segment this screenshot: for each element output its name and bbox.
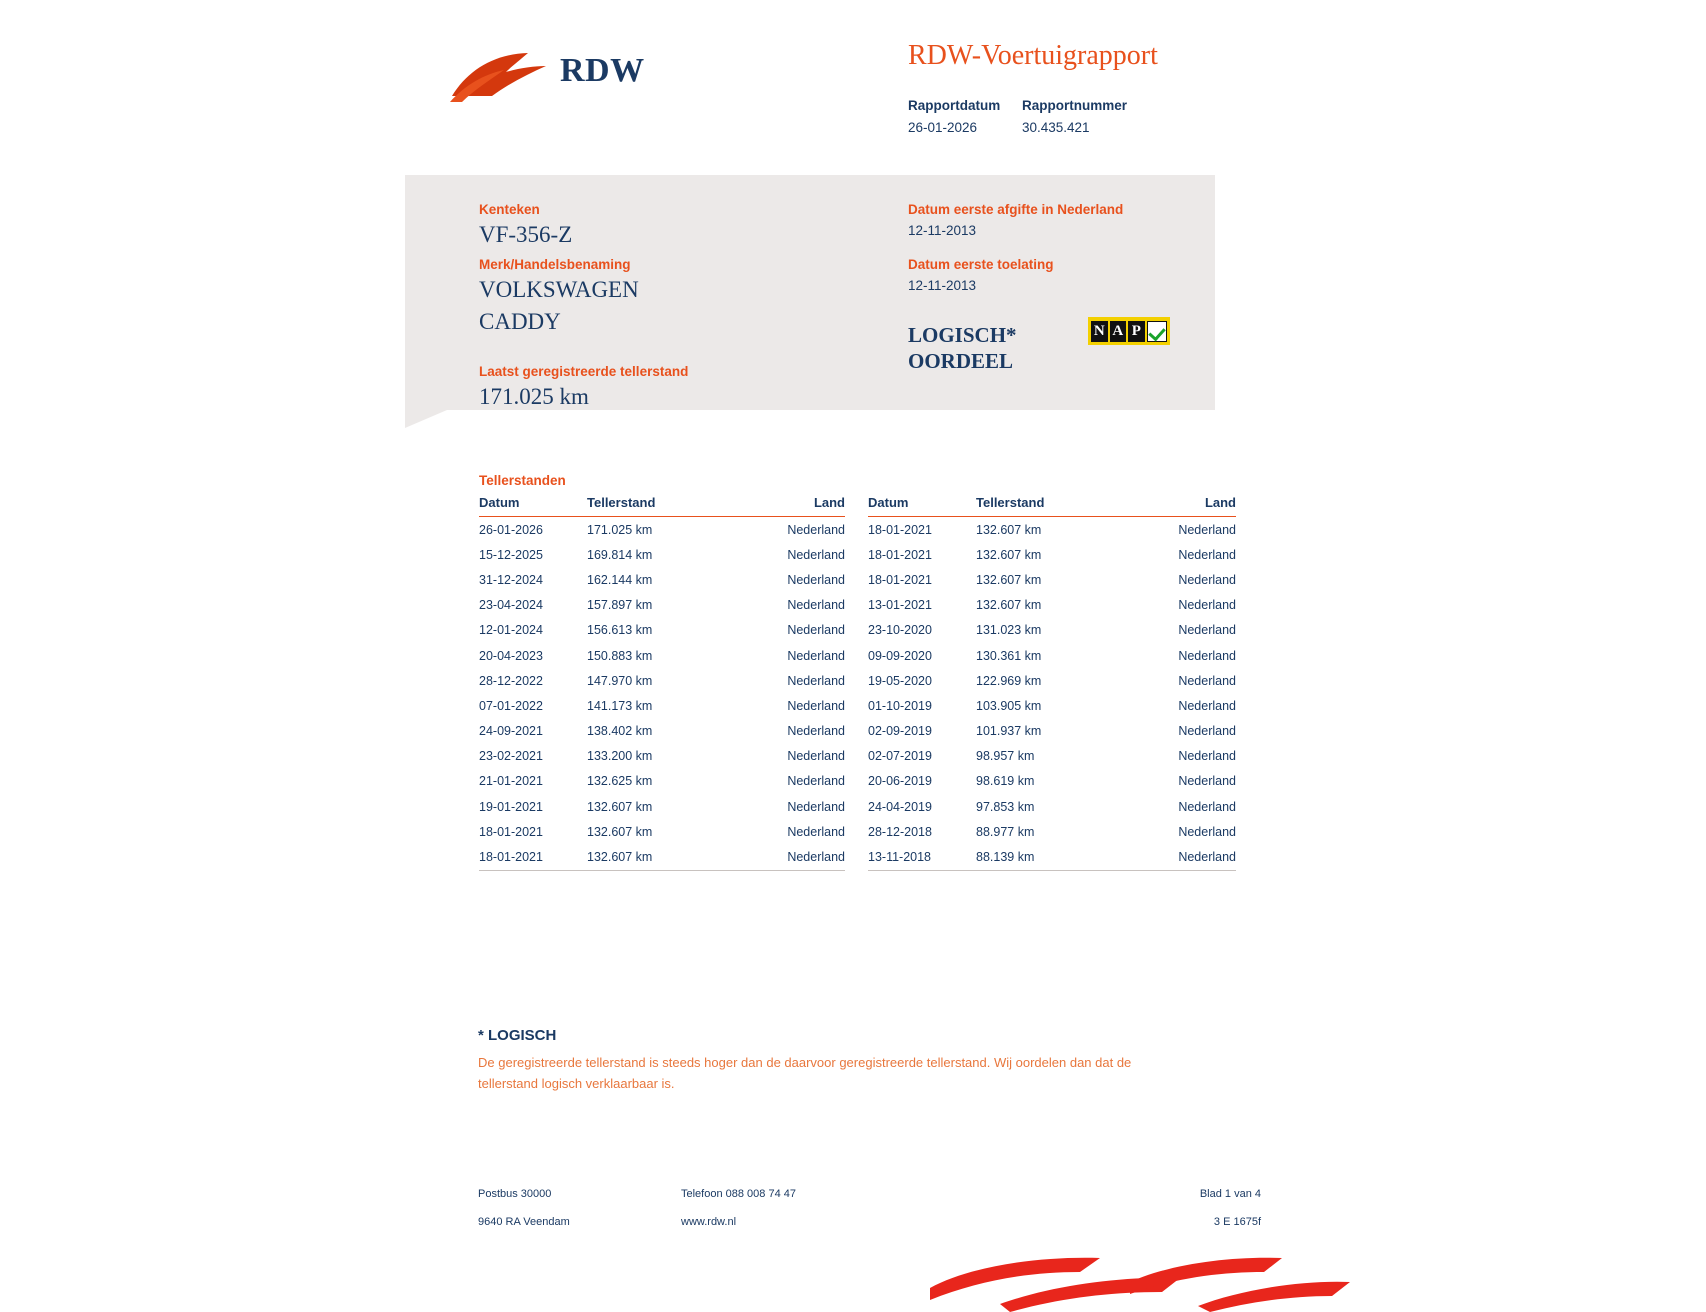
eerste-afgifte-label: Datum eerste afgifte in Nederland xyxy=(908,202,1124,217)
report-number-label: Rapportnummer xyxy=(1022,98,1128,113)
cell-datum: 24-09-2021 xyxy=(479,724,543,739)
col-datum: Datum xyxy=(479,495,587,517)
table-row xyxy=(868,719,1236,744)
cell-datum: 15-12-2025 xyxy=(479,547,543,562)
cell-tellerstand: 156.613 km xyxy=(587,623,653,638)
cell-land: Nederland xyxy=(1178,774,1236,789)
table-row xyxy=(479,794,845,819)
cell-land: Nederland xyxy=(787,547,845,562)
cell-land: Nederland xyxy=(787,774,845,789)
cell-datum: 28-12-2018 xyxy=(868,824,932,839)
cell-datum: 19-01-2021 xyxy=(479,799,543,814)
cell-datum: 21-01-2021 xyxy=(479,774,543,789)
laatste-tellerstand-label: Laatst geregistreerde tellerstand xyxy=(479,364,689,379)
table-row xyxy=(479,719,845,744)
cell-land: Nederland xyxy=(787,749,845,764)
cell-datum: 07-01-2022 xyxy=(479,698,543,713)
laatste-tellerstand-value: 171.025 km xyxy=(479,384,589,409)
rdw-bottom-swoosh-icon xyxy=(930,1252,1350,1312)
check-icon xyxy=(1147,321,1167,342)
cell-tellerstand: 98.957 km xyxy=(976,749,1035,764)
cell-datum: 18-01-2021 xyxy=(868,572,932,587)
report-date-value: 26-01-2026 xyxy=(908,120,978,135)
table-row xyxy=(479,769,845,794)
cell-tellerstand: 138.402 km xyxy=(587,724,653,739)
cell-tellerstand: 132.607 km xyxy=(587,844,727,870)
cell-tellerstand: 98.619 km xyxy=(976,774,1035,789)
table-body-right xyxy=(868,517,1236,871)
oordeel-line1: LOGISCH* xyxy=(908,323,1017,347)
merk-label: Merk/Handelsbenaming xyxy=(479,257,631,272)
table-row xyxy=(479,567,845,592)
table-row xyxy=(868,618,1236,643)
table-header-row xyxy=(479,495,845,517)
cell-tellerstand: 133.200 km xyxy=(587,749,653,764)
cell-land: Nederland xyxy=(1178,623,1236,638)
col-tellerstand: Tellerstand xyxy=(587,495,727,517)
table-row xyxy=(479,593,845,618)
cell-tellerstand: 132.607 km xyxy=(976,572,1042,587)
table-row xyxy=(479,844,845,870)
cell-tellerstand: 169.814 km xyxy=(587,547,653,562)
cell-land: Nederland xyxy=(1178,547,1236,562)
report-number-value: 30.435.421 xyxy=(1022,120,1090,135)
cell-land: Nederland xyxy=(1178,673,1236,688)
oordeel-block xyxy=(908,322,1017,374)
footnote-title: * LOGISCH xyxy=(478,1027,557,1044)
table-row xyxy=(868,819,1236,844)
footer-address xyxy=(478,1188,570,1228)
cell-tellerstand: 147.970 km xyxy=(587,673,653,688)
footer-contact xyxy=(681,1188,796,1228)
cell-tellerstand: 132.625 km xyxy=(587,774,653,789)
cell-tellerstand: 162.144 km xyxy=(587,572,653,587)
cell-datum: 26-01-2026 xyxy=(479,522,543,537)
table-body-left xyxy=(479,517,845,871)
cell-datum: 23-04-2024 xyxy=(479,598,543,613)
cell-tellerstand: 132.607 km xyxy=(587,799,653,814)
cell-tellerstand: 171.025 km xyxy=(587,522,653,537)
table-row xyxy=(868,668,1236,693)
panel-notch-decoration xyxy=(405,410,447,428)
cell-land: Nederland xyxy=(1178,648,1236,663)
cell-land: Nederland xyxy=(1178,799,1236,814)
footer-form-code: 3 E 1675f xyxy=(1213,1216,1261,1228)
merk-value-line1: VOLKSWAGEN xyxy=(479,277,639,302)
table-row xyxy=(479,693,845,718)
cell-tellerstand: 132.607 km xyxy=(976,522,1042,537)
cell-land: Nederland xyxy=(787,799,845,814)
cell-tellerstand: 150.883 km xyxy=(587,648,653,663)
cell-datum: 23-02-2021 xyxy=(479,749,543,764)
cell-land: Nederland xyxy=(787,648,845,663)
nap-letter-p: P xyxy=(1128,321,1145,342)
cell-land: Nederland xyxy=(1178,824,1236,839)
table-row xyxy=(868,693,1236,718)
table-row xyxy=(868,593,1236,618)
cell-tellerstand: 103.905 km xyxy=(976,698,1042,713)
table-row xyxy=(479,643,845,668)
cell-datum: 28-12-2022 xyxy=(479,673,543,688)
footer-phone: Telefoon 088 008 74 47 xyxy=(681,1188,796,1200)
table-row xyxy=(868,567,1236,592)
cell-datum: 24-04-2019 xyxy=(868,799,932,814)
cell-land: Nederland xyxy=(787,522,845,537)
cell-tellerstand: 97.853 km xyxy=(976,799,1035,814)
cell-land: Nederland xyxy=(787,824,845,839)
footnote-body: De geregistreerde tellerstand is steeds hoger dan de daarvoor geregistreerde tellerstand. Wij oordelen dan dat de tellerstand logisch verklaarbaar is. xyxy=(478,1055,1132,1091)
cell-tellerstand: 132.607 km xyxy=(976,598,1042,613)
footer-page-number: Blad 1 van 4 xyxy=(1199,1188,1261,1200)
report-meta-labels xyxy=(908,98,1128,113)
report-date-label: Rapportdatum xyxy=(908,98,1001,113)
cell-datum: 18-01-2021 xyxy=(479,824,543,839)
cell-datum: 19-05-2020 xyxy=(868,673,932,688)
cell-land: Nederland xyxy=(727,844,845,870)
cell-tellerstand: 131.023 km xyxy=(976,623,1042,638)
merk-value-line2: CADDY xyxy=(479,309,561,334)
rdw-logo-text: RDW xyxy=(560,52,645,89)
footer-address-line1: Postbus 30000 xyxy=(478,1188,552,1200)
cell-land: Nederland xyxy=(787,623,845,638)
eerste-afgifte-value: 12-11-2013 xyxy=(908,223,977,238)
cell-tellerstand: 157.897 km xyxy=(587,598,653,613)
cell-land: Nederland xyxy=(787,598,845,613)
table-row xyxy=(868,844,1236,870)
cell-datum: 09-09-2020 xyxy=(868,648,932,663)
cell-datum: 01-10-2019 xyxy=(868,698,932,713)
cell-tellerstand: 122.969 km xyxy=(976,673,1042,688)
kenteken-label: Kenteken xyxy=(479,202,540,217)
table-row xyxy=(479,744,845,769)
col-land: Land xyxy=(1116,495,1236,517)
cell-land: Nederland xyxy=(787,698,845,713)
cell-tellerstand: 130.361 km xyxy=(976,648,1042,663)
table-row xyxy=(868,744,1236,769)
nap-letter-n: N xyxy=(1091,321,1108,342)
cell-land: Nederland xyxy=(1178,572,1236,587)
table-row xyxy=(479,668,845,693)
cell-datum: 20-04-2023 xyxy=(479,648,543,663)
cell-datum: 18-01-2021 xyxy=(479,844,587,870)
cell-land: Nederland xyxy=(1178,698,1236,713)
cell-tellerstand: 88.139 km xyxy=(976,844,1116,870)
rdw-swoosh-icon xyxy=(450,52,550,104)
cell-datum: 13-11-2018 xyxy=(868,844,976,870)
cell-land: Nederland xyxy=(1178,522,1236,537)
table-row xyxy=(479,517,845,543)
footer-pagination xyxy=(1171,1188,1261,1228)
table-row xyxy=(479,819,845,844)
cell-datum: 23-10-2020 xyxy=(868,623,932,638)
eerste-toelating-value: 12-11-2013 xyxy=(908,278,977,293)
table-row xyxy=(868,517,1236,543)
cell-tellerstand: 141.173 km xyxy=(587,698,653,713)
cell-tellerstand: 132.607 km xyxy=(587,824,653,839)
cell-tellerstand: 132.607 km xyxy=(976,547,1042,562)
cell-datum: 02-09-2019 xyxy=(868,724,932,739)
cell-land: Nederland xyxy=(787,724,845,739)
tellerstanden-table-right xyxy=(868,495,1236,871)
rdw-logo xyxy=(450,30,710,110)
cell-land: Nederland xyxy=(1116,844,1236,870)
report-meta-values xyxy=(908,120,1090,135)
table-row xyxy=(868,542,1236,567)
cell-tellerstand: 88.977 km xyxy=(976,824,1035,839)
col-land: Land xyxy=(727,495,845,517)
col-datum: Datum xyxy=(868,495,976,517)
oordeel-line2: OORDEEL xyxy=(908,349,1014,373)
cell-datum: 02-07-2019 xyxy=(868,749,932,764)
nap-logo xyxy=(1088,317,1170,345)
footer-address-line2: 9640 RA Veendam xyxy=(478,1216,570,1228)
table-row xyxy=(868,794,1236,819)
cell-datum: 18-01-2021 xyxy=(868,522,932,537)
cell-land: Nederland xyxy=(1178,724,1236,739)
cell-tellerstand: 101.937 km xyxy=(976,724,1042,739)
kenteken-value: VF-356-Z xyxy=(479,222,573,247)
cell-datum: 13-01-2021 xyxy=(868,598,932,613)
nap-letter-a: A xyxy=(1110,321,1127,342)
table-header-row xyxy=(868,495,1236,517)
footer-website[interactable]: www.rdw.nl xyxy=(681,1216,737,1228)
tellerstanden-title: Tellerstanden xyxy=(479,473,566,488)
table-row xyxy=(479,618,845,643)
col-tellerstand: Tellerstand xyxy=(976,495,1116,517)
tellerstanden-table-left xyxy=(479,495,845,871)
report-title: RDW-Voertuigrapport xyxy=(908,40,1158,71)
cell-land: Nederland xyxy=(1178,598,1236,613)
cell-datum: 20-06-2019 xyxy=(868,774,932,789)
cell-datum: 31-12-2024 xyxy=(479,572,543,587)
table-row xyxy=(868,643,1236,668)
cell-land: Nederland xyxy=(1178,749,1236,764)
cell-land: Nederland xyxy=(787,572,845,587)
cell-datum: 18-01-2021 xyxy=(868,547,932,562)
table-row xyxy=(479,542,845,567)
cell-land: Nederland xyxy=(787,673,845,688)
eerste-toelating-label: Datum eerste toelating xyxy=(908,257,1054,272)
table-row xyxy=(868,769,1236,794)
cell-datum: 12-01-2024 xyxy=(479,623,543,638)
